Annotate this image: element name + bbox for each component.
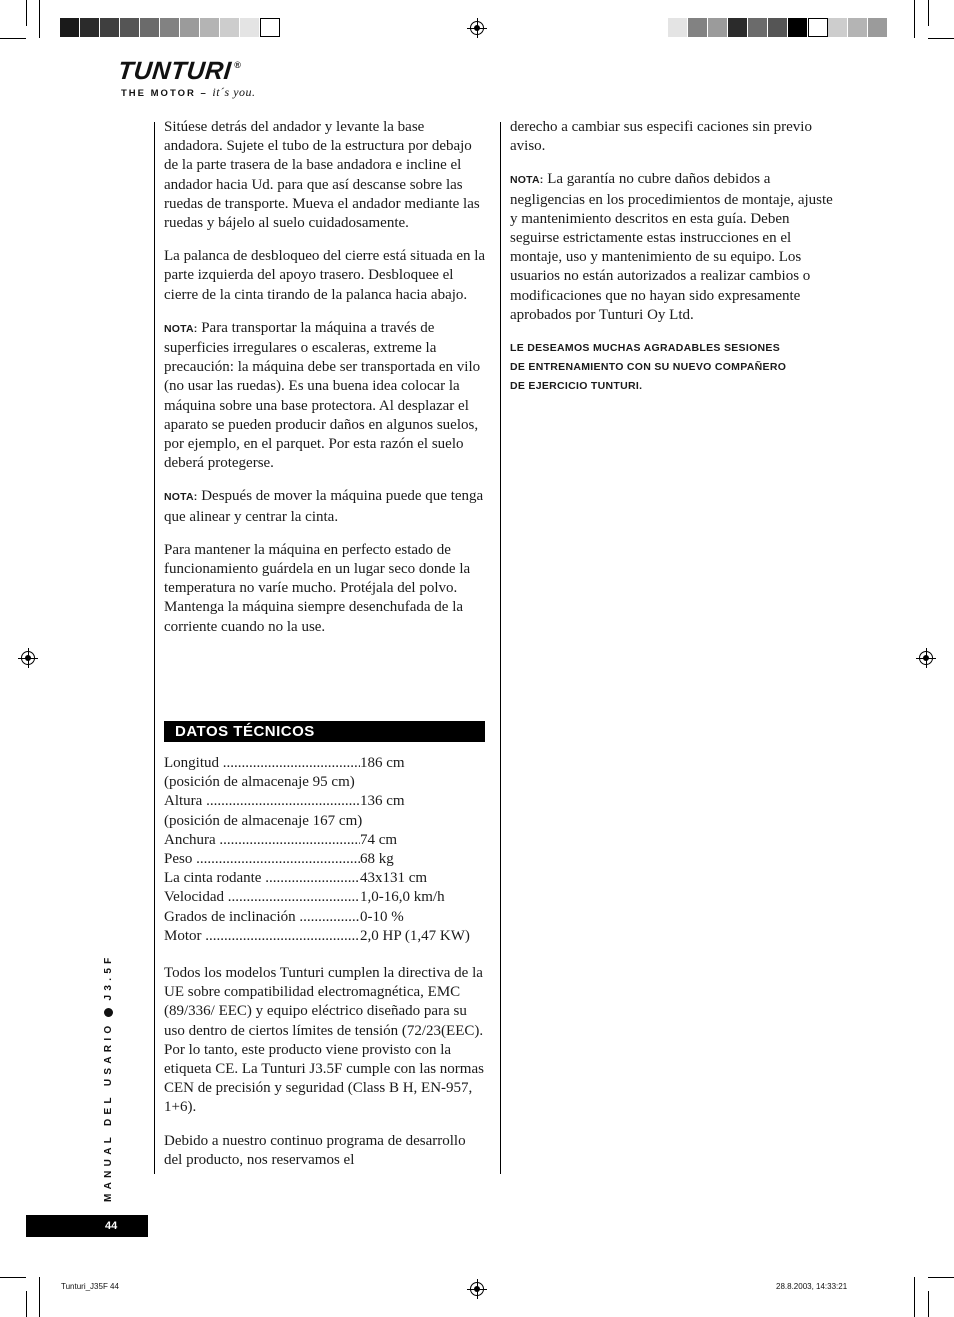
paragraph-note-warranty: [510, 170, 835, 325]
column-rule-middle: [500, 122, 501, 1174]
spec-row: [164, 812, 494, 831]
spec-label: Anchura .....: [164, 831, 360, 850]
spec-value: 186 cm: [360, 755, 405, 771]
color-swatch: [220, 18, 240, 37]
manual-sidebar-label: [103, 953, 114, 1202]
note-label: NOTA:: [164, 322, 198, 335]
color-swatch: [160, 18, 180, 37]
logo-tagline-main: THE MOTOR –: [121, 88, 208, 99]
spec-note: (posición de almacenaje 167 cm): [164, 812, 363, 829]
color-swatch: [768, 18, 788, 37]
color-swatch: [80, 18, 100, 37]
color-swatch: [200, 18, 220, 37]
spec-label: Longitud .....: [164, 754, 360, 773]
closing-line-1: LE DESEAMOS MUCHAS AGRADABLES SESIONES: [510, 342, 781, 355]
spec-row: [164, 831, 494, 850]
spec-value: 1,0-16,0 km/h: [360, 889, 445, 906]
logo-tagline: [121, 85, 256, 100]
color-swatch: [120, 18, 140, 37]
color-swatch: [808, 18, 828, 37]
paragraph-lever: La palanca de desbloqueo del cierre está situada en la parte izquierda del apoyo trasero. Desbloquee el cierre de la cinta tirando de la palanca hacia abajo.: [164, 248, 486, 303]
registration-mark-bottom: [470, 1282, 484, 1296]
spec-label: La cinta rodante .....: [164, 869, 360, 888]
note-text: Para transportar la máquina a través de superficies irregulares o escaleras, extreme la precaución: la máquina debe ser transportada en vilo (no usar las ruedas). Es una buena idea colocar la máquina sobre una base protectora. Al desplazar el aparato se pueden producir daños en algunos suelos, por ejemplo, en el parquet. Por esta razón el suelo deberá protegerse.: [164, 319, 481, 472]
spec-value: 68 kg: [360, 851, 394, 868]
closing-message: [510, 339, 835, 396]
note-text: Después de mover la máquina puede que tenga que alinear y centrar la cinta.: [164, 488, 484, 525]
spec-label: Altura .....: [164, 792, 360, 811]
spec-value: 2,0 HP (1,47 KW): [360, 927, 470, 944]
section-title-technical-data: DATOS TÉCNICOS: [164, 721, 485, 742]
spec-label: Grados de inclinación .....: [164, 908, 360, 927]
spec-label: Velocidad .....: [164, 888, 360, 907]
logo-tagline-italic: it´s you.: [212, 85, 256, 99]
spec-note: (posición de almacenaje 95 cm): [164, 774, 355, 791]
registration-mark-right: [919, 651, 933, 665]
note-text: La garantía no cubre daños debidos a negligencias en los procedimientos de montaje, ajuste y mantenimiento descritos en esta guía. Deben seguirse estrictamente estas instrucciones en el montaje, uso y mantenimiento de su equipo. Los usuarios no están autorizados a realizar cambios o modificaciones que no hayan sido expresamente aprobados por Tunturi Oy Ltd.: [510, 171, 833, 323]
closing-line-3: DE EJERCICIO TUNTURI.: [510, 380, 643, 393]
paragraph-storage: Para mantener la máquina en perfecto estado de funcionamiento guárdela en un lugar seco donde la temperatura no varíe mucho. Protéjala del polvo. Mantenga la máquina siempre desenchufada de la corriente cuando no la use.: [164, 541, 471, 635]
registration-mark-top: [470, 21, 484, 35]
spec-row: [164, 927, 494, 946]
color-bar-right: [668, 18, 888, 37]
spec-row: [164, 792, 494, 811]
paragraph-transport: Sitúese detrás del andador y levante la base andadora. Sujete el tubo de la estructura por debajo de la parte trasera de la base andadora e incline el andador hacia Ud. para que así descanse sobre las ruedas de transporte. Mueva el andador mediante las ruedas y bájelo al suelo cuidadosamente.: [164, 119, 480, 232]
tunturi-logo: [118, 57, 256, 100]
paragraph-note-align: [164, 487, 486, 526]
spec-row: [164, 850, 494, 869]
column-rule-left: [154, 122, 155, 1174]
spec-row: [164, 754, 494, 773]
color-swatch: [60, 18, 80, 37]
left-column-bottom: [164, 964, 486, 1184]
color-bar-left: [60, 18, 280, 37]
color-swatch: [100, 18, 120, 37]
paragraph-compliance: Todos los modelos Tunturi cumplen la directiva de la UE sobre compatibilidad electromagnética, EMC (89/336/ EEC) y equipo eléctrico diseñado para su uso dentro de ciertos límites de tensión (72/23(EEC). Por lo tanto, este producto viene provisto con la etiqueta CE. La Tunturi J3.5F cumple con las normas CEN de precisión y seguridad (Class B H, EN-957, 1+6).: [164, 965, 484, 1116]
logo-registered: ®: [234, 60, 241, 70]
spec-row: [164, 869, 494, 888]
color-swatch: [240, 18, 260, 37]
color-swatch: [688, 18, 708, 37]
color-swatch: [788, 18, 808, 37]
paragraph-development: Debido a nuestro continuo programa de desarrollo del producto, nos reservamos el: [164, 1132, 466, 1168]
color-swatch: [828, 18, 848, 37]
color-swatch: [140, 18, 160, 37]
color-swatch: [180, 18, 200, 37]
closing-line-2: DE ENTRENAMIENTO CON SU NUEVO COMPAÑERO: [510, 361, 787, 374]
spec-value: 136 cm: [360, 793, 405, 810]
spec-value: 0-10 %: [360, 908, 404, 925]
left-column: [164, 118, 486, 651]
color-swatch: [668, 18, 688, 37]
spec-value: 43x131 cm: [360, 870, 428, 887]
logo-brand: TUNTURI: [116, 57, 233, 85]
bullet-dot-icon: [104, 1008, 113, 1017]
registration-mark-left: [21, 651, 35, 665]
note-label: NOTA:: [164, 491, 198, 504]
spec-row: [164, 908, 494, 927]
color-swatch: [728, 18, 748, 37]
color-swatch: [260, 18, 280, 37]
manual-label: MANUAL DEL USARIO: [103, 1021, 114, 1202]
color-swatch: [848, 18, 868, 37]
model-label: J3.5F: [103, 953, 114, 1001]
footer-file: Tunturi_J35F 44: [61, 1282, 119, 1291]
spec-row: [164, 773, 494, 792]
spec-label: Peso .....: [164, 850, 360, 869]
paragraph-rights: derecho a cambiar sus especifi caciones sin previo aviso.: [510, 119, 812, 155]
color-swatch: [748, 18, 768, 37]
color-swatch: [868, 18, 888, 37]
right-column: [510, 118, 835, 396]
technical-specs: [164, 754, 494, 946]
footer-datetime: 28.8.2003, 14:33:21: [776, 1282, 848, 1291]
spec-label: Motor .....: [164, 927, 360, 946]
spec-value: 74 cm: [360, 831, 398, 848]
page-number: 44: [105, 1220, 118, 1232]
note-label: NOTA:: [510, 174, 544, 187]
spec-row: [164, 888, 494, 907]
color-swatch: [708, 18, 728, 37]
paragraph-note-transport: [164, 319, 486, 474]
page-number-box: [26, 1215, 148, 1237]
